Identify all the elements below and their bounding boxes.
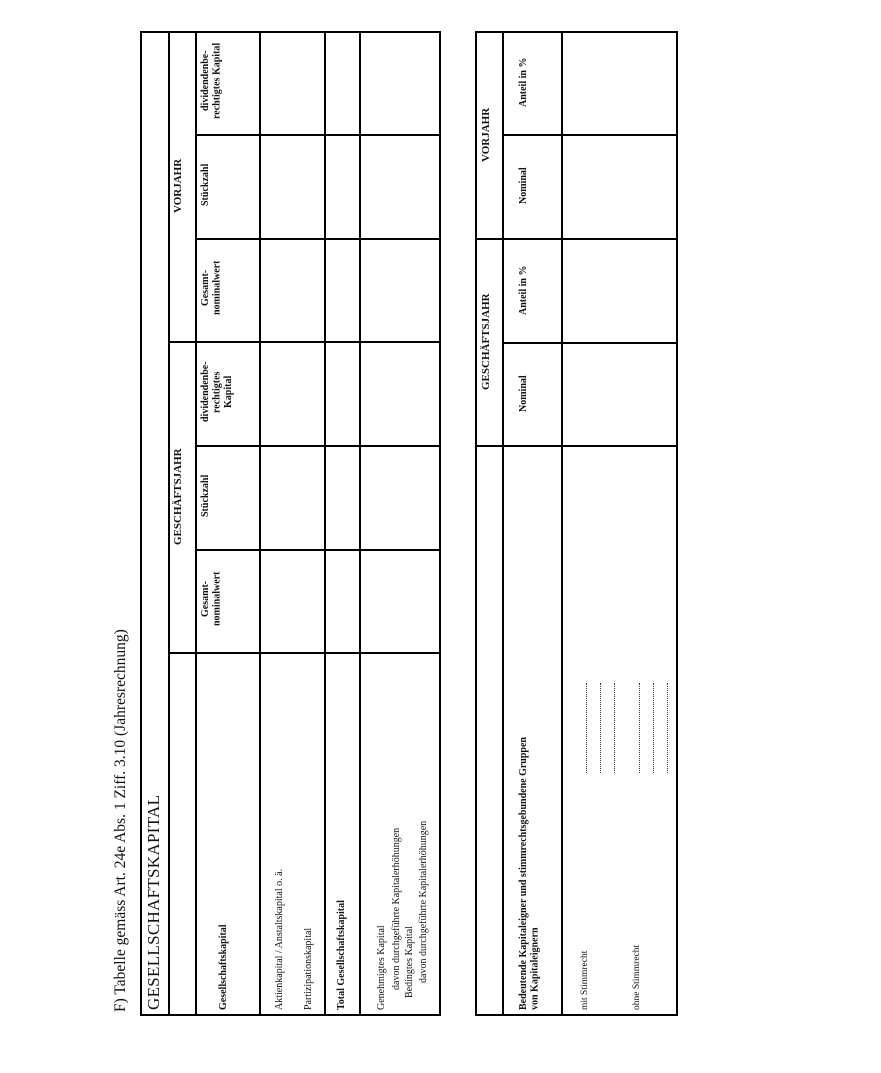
document-heading: F) Tabelle gemäss Art. 24e Abs. 1 Ziff. 3.10 (Jahresrechnung) [112, 629, 129, 1012]
row-label-partizipationskapital: Partizipationskapital [303, 927, 314, 1010]
fill-line[interactable] [653, 683, 655, 773]
group-header-vorjahr: VORJAHR [480, 107, 492, 162]
group-header-geschaeftsjahr: GESCHÄFTSJAHR [480, 293, 492, 390]
column-header-anteil: Anteil in % [518, 265, 529, 315]
fill-line[interactable] [600, 683, 602, 773]
row-label-davon-2: davon durchgeführte Kapitalerhöhungen [418, 820, 429, 983]
row-label-gesellschaftskapital: Gesellschaftskapital [218, 924, 229, 1010]
row-label-total: Total Gesellschaftskapital [336, 900, 347, 1010]
column-header: dividendenbe- rechtigtes Kapital [200, 361, 234, 423]
row-label-genehmigtes-kapital: Genehmigtes Kapital [376, 925, 387, 1010]
row-label-mit-stimmrecht: mit Stimmrecht [580, 950, 590, 1010]
column-header: dividendenbe- rechtigtes Kapital [200, 42, 223, 120]
row-label-ohne-stimmrecht: ohne Stimmrecht [632, 944, 642, 1010]
column-header: Stückzahl [200, 474, 211, 518]
column-header-anteil: Anteil in % [518, 57, 529, 108]
group-header-geschaeftsjahr: GESCHÄFTSJAHR [172, 448, 184, 546]
row-label-davon-1: davon durchgeführte Kapitalerhöhungen [391, 827, 402, 990]
fill-line[interactable] [639, 683, 641, 773]
fill-line[interactable] [586, 683, 588, 773]
fill-line[interactable] [667, 683, 669, 773]
fill-line[interactable] [614, 683, 616, 773]
column-header-nominal: Nominal [518, 375, 529, 412]
column-header: Gesamt- nominalwert [200, 260, 223, 316]
group-header-vorjahr: VORJAHR [172, 158, 184, 214]
column-header: Stückzahl [200, 163, 211, 207]
column-header-nominal: Nominal [518, 167, 529, 205]
row-label-bedingtes-kapital: Bedingtes Kapital [404, 926, 415, 998]
table1-title: GESELLSCHAFTSKAPITAL [144, 794, 163, 1010]
row-header-kapitaleigner: Bedeutende Kapitaleigner und stimmrechtsgebundene Gruppen von Kapitaleignern [518, 737, 541, 1010]
row-label-aktienkapital: Aktienkapital / Anstaltskapital o. ä. [274, 868, 285, 1010]
column-header: Gesamt- nominalwert [200, 571, 223, 627]
